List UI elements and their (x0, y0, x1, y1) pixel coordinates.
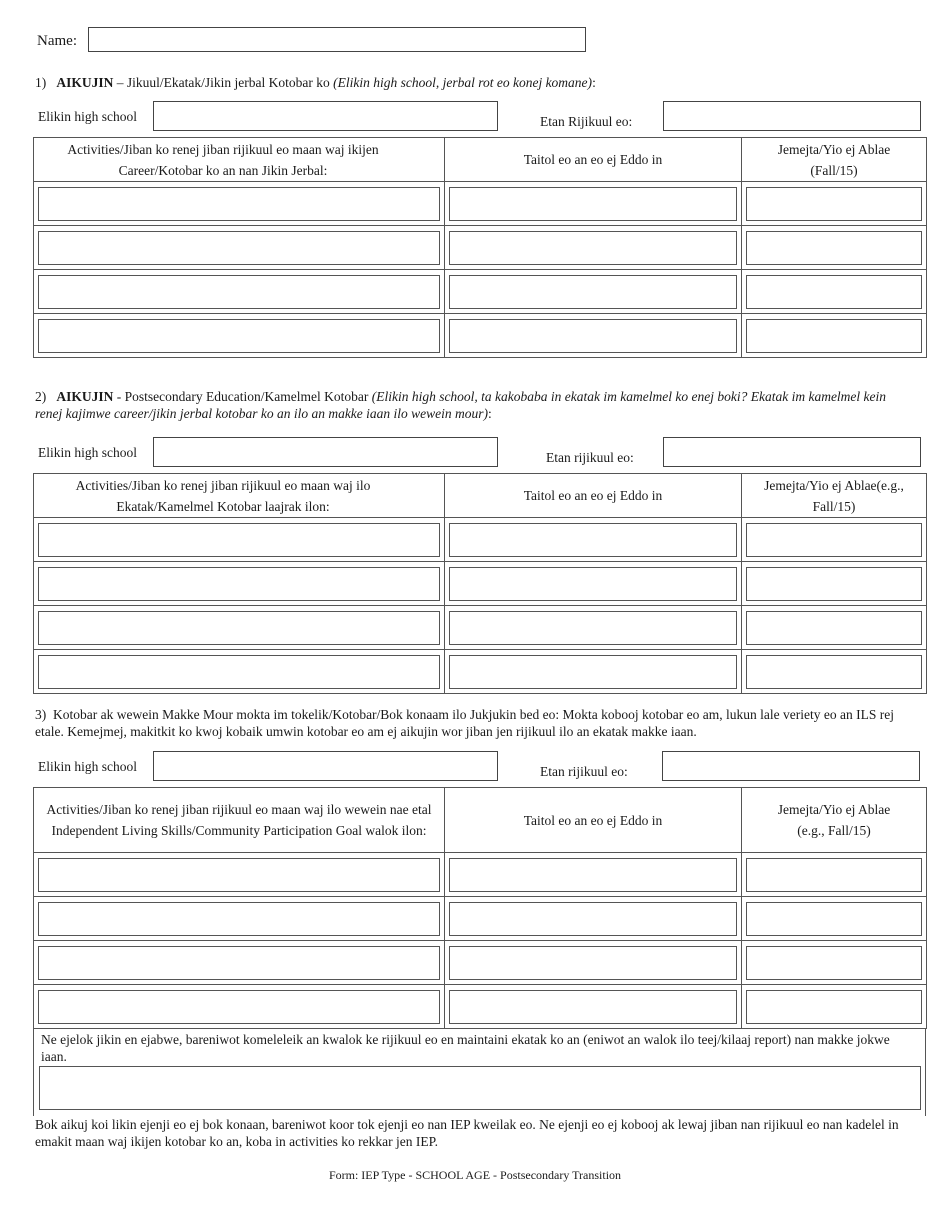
text-input[interactable] (747, 656, 921, 688)
section3-row3-title[interactable] (449, 946, 737, 980)
section1-row4-activity[interactable] (38, 319, 440, 353)
table-row (34, 562, 927, 606)
text-input[interactable] (450, 568, 736, 600)
section1-row2-title[interactable] (449, 231, 737, 265)
section3-col2-header: Taitol eo an eo ej Eddo in (445, 788, 742, 853)
section2-col3-header: Jemejta/Yio ej Ablae(e.g., Fall/15) (742, 474, 927, 518)
text-input[interactable] (450, 524, 736, 556)
section3-row2-title[interactable] (449, 902, 737, 936)
section2-row3-activity[interactable] (38, 611, 440, 645)
section2-row2-date[interactable] (746, 567, 922, 601)
text-input[interactable] (450, 859, 736, 891)
section2-heading (35, 388, 915, 422)
section3-row1-date[interactable] (746, 858, 922, 892)
section3-heading (35, 706, 915, 740)
table-row (34, 518, 927, 562)
section3-row3-activity[interactable] (38, 946, 440, 980)
text-input[interactable] (39, 903, 439, 935)
name-field[interactable] (88, 27, 586, 52)
section3-col1-header: Activities/Jiban ko renej jiban rijikuul eo maan waj ilo wewein nae etal Independent Living Skills/Community Participation Goal walok ilon: (34, 788, 445, 853)
table-row (34, 182, 927, 226)
section3-row3-date[interactable] (746, 946, 922, 980)
section2-row1-date[interactable] (746, 523, 922, 557)
section3-table (33, 787, 927, 1029)
section1-number: 1) (35, 75, 47, 90)
text-input[interactable] (747, 232, 921, 264)
final-note: Bok aikuj koi likin ejenji eo ej bok konaan, bareniwot koor tok ejenji eo nan IEP kweilak eo. Ne ejenji eo ej kobooj ak lewaj jiban nan rijikuul eo nan kadelel in emakit maan waj ikijen kotobar ko an, koba in activities ko rekkar jen IEP. (35, 1117, 899, 1149)
section1-note: (Elikin high school, jerbal rot eo konej komane) (333, 75, 593, 90)
table-row (34, 650, 927, 694)
section2-row3-title[interactable] (449, 611, 737, 645)
section3-student-name-input[interactable] (663, 752, 919, 780)
section1-school-field[interactable] (153, 101, 498, 131)
section1-student-name-field[interactable] (663, 101, 921, 131)
text-input[interactable] (450, 991, 736, 1023)
section3-row4-date[interactable] (746, 990, 922, 1024)
text-input[interactable] (747, 612, 921, 644)
table-row (34, 314, 927, 358)
form-footer: Form: IEP Type - SCHOOL AGE - Postsecondary Transition (328, 1168, 622, 1182)
section1-row1-date[interactable] (746, 187, 922, 221)
section2-row1-title[interactable] (449, 523, 737, 557)
section2-row4-title[interactable] (449, 655, 737, 689)
table-row (34, 270, 927, 314)
table-row (34, 606, 927, 650)
text-input[interactable] (747, 524, 921, 556)
section1-aikujin: AIKUJIN (56, 75, 114, 90)
section3-row4-title[interactable] (449, 990, 737, 1024)
maintain-input[interactable] (40, 1067, 920, 1109)
section2-note: (Elikin high school, ta kakobaba in ekatak im kamelmel ko enej boki? Ekatak im kamelmel kein renej kajimwe career/jikin jerbal kotobar ko an ilo an makke iaan ilo wewein mour) (35, 389, 887, 421)
maintain-text: Ne ejelok jikin en ejabwe, bareniwot komeleleik an kwalok ke rijikuul eo en maintaini ekatak ko an (eniwot an walok ilo teej/kilaaj report) nan makke jokwe iaan. (41, 1032, 890, 1064)
section3-row1-title[interactable] (449, 858, 737, 892)
table-row (34, 985, 927, 1029)
text-input[interactable] (450, 188, 736, 220)
text-input[interactable] (39, 656, 439, 688)
text-input[interactable] (39, 276, 439, 308)
section2-student-name-label: Etan rijikuul eo: (546, 450, 634, 465)
section1-heading (35, 74, 915, 91)
section2-colon: : (488, 406, 492, 421)
section2-row2-activity[interactable] (38, 567, 440, 601)
section1-school-input[interactable] (154, 102, 497, 130)
section1-dash: – (113, 75, 127, 90)
section1-table (33, 137, 927, 358)
section2-dash: - (113, 389, 125, 404)
section1-col2-header: Taitol eo an eo ej Eddo in (445, 138, 742, 182)
section1-colon: : (592, 75, 596, 90)
section3-school-input[interactable] (154, 752, 497, 780)
name-label: Name: (37, 33, 77, 49)
text-input[interactable] (39, 524, 439, 556)
section2-row4-activity[interactable] (38, 655, 440, 689)
text-input[interactable] (39, 320, 439, 352)
text-input[interactable] (39, 188, 439, 220)
section1-col1-header: Activities/Jiban ko renej jiban rijikuul eo maan waj ikijen Career/Kotobar ko an nan Jikin Jerbal: (34, 138, 445, 182)
text-input[interactable] (450, 612, 736, 644)
section1-row2-date[interactable] (746, 231, 922, 265)
section2-col2-header: Taitol eo an eo ej Eddo in (445, 474, 742, 518)
section3-row2-date[interactable] (746, 902, 922, 936)
section2-row4-date[interactable] (746, 655, 922, 689)
section1-row1-activity[interactable] (38, 187, 440, 221)
section1-row4-title[interactable] (449, 319, 737, 353)
text-input[interactable] (450, 320, 736, 352)
text-input[interactable] (747, 276, 921, 308)
section2-student-name-input[interactable] (664, 438, 920, 466)
table-row (34, 226, 927, 270)
text-input[interactable] (747, 568, 921, 600)
text-input[interactable] (39, 232, 439, 264)
section3-student-name-field[interactable] (662, 751, 920, 781)
section3-col3-header: Jemejta/Yio ej Ablae (e.g., Fall/15) (742, 788, 927, 853)
section2-row3-date[interactable] (746, 611, 922, 645)
section2-col1-header: Activities/Jiban ko renej jiban rijikuul eo maan waj ilo Ekatak/Kamelmel Kotobar laajrak ilon: (34, 474, 445, 518)
section2-title: Postsecondary Education/Kamelmel Kotobar (124, 389, 372, 404)
section1-student-name-input[interactable] (664, 102, 920, 130)
text-input[interactable] (747, 947, 921, 979)
text-input[interactable] (450, 947, 736, 979)
section1-row3-activity[interactable] (38, 275, 440, 309)
section1-row2-activity[interactable] (38, 231, 440, 265)
text-input[interactable] (450, 903, 736, 935)
maintain-field[interactable] (39, 1066, 921, 1110)
text-input[interactable] (39, 568, 439, 600)
table-row (34, 853, 927, 897)
section2-row2-title[interactable] (449, 567, 737, 601)
section1-row3-date[interactable] (746, 275, 922, 309)
section3-number: 3) (35, 707, 47, 722)
name-input[interactable] (89, 28, 585, 51)
section3-school-field[interactable] (153, 751, 498, 781)
section3-school-label: Elikin high school (38, 759, 137, 774)
section3-row4-activity[interactable] (38, 990, 440, 1024)
section2-school-label: Elikin high school (38, 445, 137, 460)
text-input[interactable] (747, 991, 921, 1023)
section3-row2-activity[interactable] (38, 902, 440, 936)
text-input[interactable] (747, 188, 921, 220)
section3-student-name-label: Etan rijikuul eo: (540, 764, 628, 779)
text-input[interactable] (450, 656, 736, 688)
section2-number: 2) (35, 389, 47, 404)
section2-row1-activity[interactable] (38, 523, 440, 557)
table-row (34, 897, 927, 941)
text-input[interactable] (747, 859, 921, 891)
section1-row3-title[interactable] (449, 275, 737, 309)
text-input[interactable] (450, 232, 736, 264)
section1-school-label: Elikin high school (38, 109, 137, 124)
text-input[interactable] (747, 320, 921, 352)
section1-row1-title[interactable] (449, 187, 737, 221)
section3-text: Kotobar ak wewein Makke Mour mokta im tokelik/Kotobar/Bok konaam ilo Jukjukin bed eo: Mokta kobooj kotobar eo am, lukun lale veriety eo an ILS rej etale. Kemejmej, makitkit ko kwoj kobaik umwin kotobar eo am ej aikujin wor jiban jen rijikuul ilo an ekatak makke iaan. (35, 707, 894, 739)
table-row (34, 941, 927, 985)
text-input[interactable] (450, 276, 736, 308)
text-input[interactable] (39, 612, 439, 644)
text-input[interactable] (39, 947, 439, 979)
section1-student-name-label: Etan Rijikuul eo: (540, 114, 633, 129)
section2-school-input[interactable] (154, 438, 497, 466)
section3-row1-activity[interactable] (38, 858, 440, 892)
text-input[interactable] (39, 991, 439, 1023)
section2-aikujin: AIKUJIN (56, 389, 114, 404)
section2-table (33, 473, 927, 694)
text-input[interactable] (39, 859, 439, 891)
section1-row4-date[interactable] (746, 319, 922, 353)
section1-col3-header: Jemejta/Yio ej Ablae (Fall/15) (742, 138, 927, 182)
section2-school-field[interactable] (153, 437, 498, 467)
section2-student-name-field[interactable] (663, 437, 921, 467)
text-input[interactable] (747, 903, 921, 935)
section1-title: Jikuul/Ekatak/Jikin jerbal Kotobar ko (126, 75, 334, 90)
